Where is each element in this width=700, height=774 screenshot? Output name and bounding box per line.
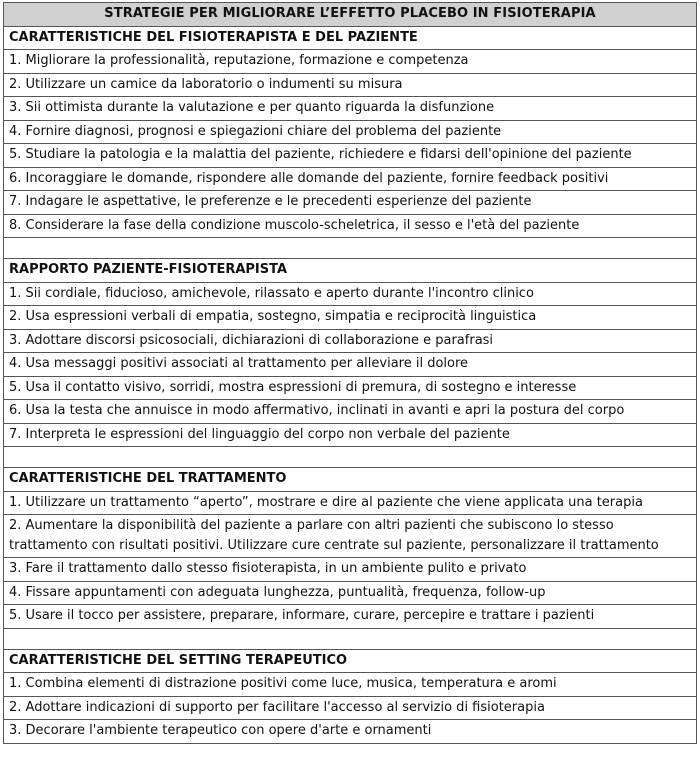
table-row xyxy=(4,376,697,400)
spacer-row xyxy=(4,238,697,259)
strategy-item: 5. Usare il tocco per assistere, preparare, informare, curare, percepire e trattare i pazienti xyxy=(4,605,697,629)
table-row xyxy=(4,558,697,582)
table-row xyxy=(4,353,697,377)
strategy-item: 1. Sii cordiale, fiducioso, amichevole, rilassato e aperto durante l'incontro clinico xyxy=(4,282,697,306)
table-row xyxy=(4,50,697,74)
table-row xyxy=(4,491,697,515)
spacer-row xyxy=(4,447,697,468)
table-row xyxy=(4,191,697,215)
section-heading-row xyxy=(4,259,697,283)
strategy-item: 4. Fornire diagnosi, prognosi e spiegazioni chiare del problema del paziente xyxy=(4,120,697,144)
table-row xyxy=(4,581,697,605)
table-row xyxy=(4,423,697,447)
strategy-item: 3. Adottare discorsi psicosociali, dichiarazioni di collaborazione e parafrasi xyxy=(4,329,697,353)
page xyxy=(0,2,700,774)
spacer-cell xyxy=(4,628,697,649)
strategy-item: 7. Indagare le aspettative, le preferenze e le precedenti esperienze del paziente xyxy=(4,191,697,215)
strategy-item: 3. Decorare l'ambiente terapeutico con opere d'arte e ornamenti xyxy=(4,720,697,744)
title-row xyxy=(4,3,697,27)
strategy-item: 5. Studiare la patologia e la malattia del paziente, richiedere e fidarsi dell'opinione del paziente xyxy=(4,144,697,168)
section-heading: CARATTERISTICHE DEL FISIOTERAPISTA E DEL PAZIENTE xyxy=(4,26,697,50)
spacer-cell xyxy=(4,447,697,468)
table-row xyxy=(4,97,697,121)
table-row xyxy=(4,144,697,168)
section-heading-row xyxy=(4,468,697,492)
section-heading: CARATTERISTICHE DEL TRATTAMENTO xyxy=(4,468,697,492)
table-row xyxy=(4,306,697,330)
table-row xyxy=(4,720,697,744)
spacer-cell xyxy=(4,238,697,259)
table-row xyxy=(4,282,697,306)
table-row xyxy=(4,515,697,558)
table-row xyxy=(4,167,697,191)
strategy-item: 8. Considerare la fase della condizione muscolo-scheletrica, il sesso e l'età del paziente xyxy=(4,214,697,238)
section-heading: RAPPORTO PAZIENTE-FISIOTERAPISTA xyxy=(4,259,697,283)
table-title: STRATEGIE PER MIGLIORARE L’EFFETTO PLACEBO IN FISIOTERAPIA xyxy=(4,3,697,27)
strategy-item: 4. Usa messaggi positivi associati al trattamento per alleviare il dolore xyxy=(4,353,697,377)
section-heading-row xyxy=(4,649,697,673)
section-heading-row xyxy=(4,26,697,50)
table-row xyxy=(4,214,697,238)
strategy-item: 6. Incoraggiare le domande, rispondere alle domande del paziente, fornire feedback positivi xyxy=(4,167,697,191)
table-row xyxy=(4,120,697,144)
strategy-item: 3. Fare il trattamento dallo stesso fisioterapista, in un ambiente pulito e privato xyxy=(4,558,697,582)
strategy-item: 7. Interpreta le espressioni del linguaggio del corpo non verbale del paziente xyxy=(4,423,697,447)
strategy-item: 4. Fissare appuntamenti con adeguata lunghezza, puntualità, frequenza, follow-up xyxy=(4,581,697,605)
spacer-row xyxy=(4,628,697,649)
strategy-item: 1. Utilizzare un trattamento “aperto”, mostrare e dire al paziente che viene applicata una terapia xyxy=(4,491,697,515)
strategy-item: 3. Sii ottimista durante la valutazione e per quanto riguarda la disfunzione xyxy=(4,97,697,121)
strategy-item: 2. Aumentare la disponibilità del paziente a parlare con altri pazienti che subiscono lo stesso trattamento con risultati positivi. Utilizzare cure centrate sul paziente, personalizzare il trattamento xyxy=(4,515,697,558)
table-row xyxy=(4,400,697,424)
strategy-item: 2. Usa espressioni verbali di empatia, sostegno, simpatia e reciprocità linguistica xyxy=(4,306,697,330)
strategy-item: 1. Migliorare la professionalità, reputazione, formazione e competenza xyxy=(4,50,697,74)
table-row xyxy=(4,73,697,97)
strategy-item: 5. Usa il contatto visivo, sorridi, mostra espressioni di premura, di sostegno e interesse xyxy=(4,376,697,400)
strategy-item: 6. Usa la testa che annuisce in modo affermativo, inclinati in avanti e apri la postura del corpo xyxy=(4,400,697,424)
strategies-table xyxy=(3,2,697,744)
strategy-item: 1. Combina elementi di distrazione positivi come luce, musica, temperatura e aromi xyxy=(4,673,697,697)
table-row xyxy=(4,696,697,720)
strategy-item: 2. Utilizzare un camice da laboratorio o indumenti su misura xyxy=(4,73,697,97)
section-heading: CARATTERISTICHE DEL SETTING TERAPEUTICO xyxy=(4,649,697,673)
table-row xyxy=(4,329,697,353)
strategy-item: 2. Adottare indicazioni di supporto per facilitare l'accesso al servizio di fisioterapia xyxy=(4,696,697,720)
table-row xyxy=(4,605,697,629)
table-row xyxy=(4,673,697,697)
